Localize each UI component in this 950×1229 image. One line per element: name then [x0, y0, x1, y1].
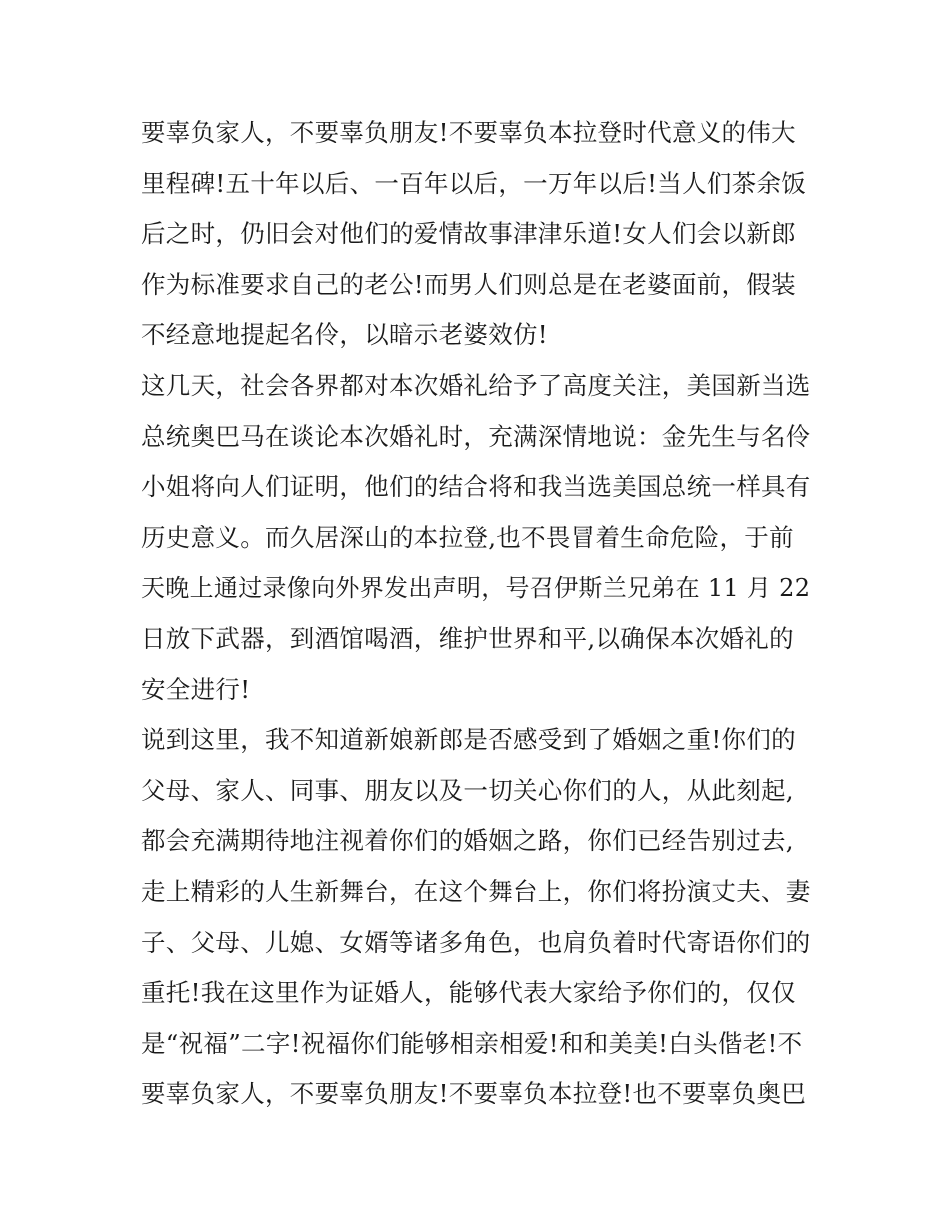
text-line-9: 历史意义。而久居深山的本拉登,也不畏冒着生命危险，于前	[141, 522, 794, 552]
text-line-8: 小姐将向人们证明，他们的结合将和我当选美国总统一样具有	[141, 472, 811, 502]
text-line-4: 作为标准要求自己的老公!而男人们则总是在老婆面前，假装	[141, 269, 796, 299]
text-line-1: 要辜负家人，不要辜负朋友!不要辜负本拉登时代意义的伟大	[141, 118, 796, 147]
text-line-13: 说到这里，我不知道新娘新郎是否感受到了婚姻之重!你们的	[141, 725, 796, 755]
body-text	[141, 108, 821, 1120]
text-line-3: 后之时，仍旧会对他们的爱情故事津津乐道!女人们会以新郎	[141, 219, 796, 249]
text-line-15: 都会充满期待地注视着你们的婚姻之路，你们已经告别过去,	[141, 826, 794, 856]
text-line-10: 天晚上通过录像向外界发出声明，号召伊斯兰兄弟在 11 月 22	[141, 574, 811, 603]
text-line-11: 日放下武器，到酒馆喝酒，维护世界和平,以确保本次婚礼的	[141, 623, 794, 653]
text-line-7: 总统奥巴马在谈论本次婚礼时，充满深情地说：金先生与名伶	[141, 421, 811, 451]
text-line-14: 父母、家人、同事、朋友以及一切关心你们的人，从此刻起,	[141, 775, 794, 805]
text-line-12: 安全进行!	[141, 674, 251, 704]
text-line-5: 不经意地提起名伶，以暗示老婆效仿!	[141, 320, 548, 350]
text-line-2: 里程碑!五十年以后、一百年以后，一万年以后!当人们茶余饭	[141, 168, 807, 198]
text-line-6: 这几天，社会各界都对本次婚礼给予了高度关注，美国新当选	[141, 370, 811, 400]
text-line-16: 走上精彩的人生新舞台，在这个舞台上，你们将扮演丈夫、妻	[141, 876, 811, 906]
text-line-20: 要辜负家人，不要辜负朋友!不要辜负本拉登!也不要辜负奥巴	[141, 1079, 807, 1109]
text-line-17: 子、父母、儿媳、女婿等诸多角色，也肩负着时代寄语你们的	[141, 927, 811, 957]
text-line-18: 重托!我在这里作为证婚人，能够代表大家给予你们的，仅仅	[141, 978, 796, 1008]
text-line-19: 是“祝福”二字!祝福你们能够相亲相爱!和和美美!白头偕老!不	[141, 1028, 803, 1058]
